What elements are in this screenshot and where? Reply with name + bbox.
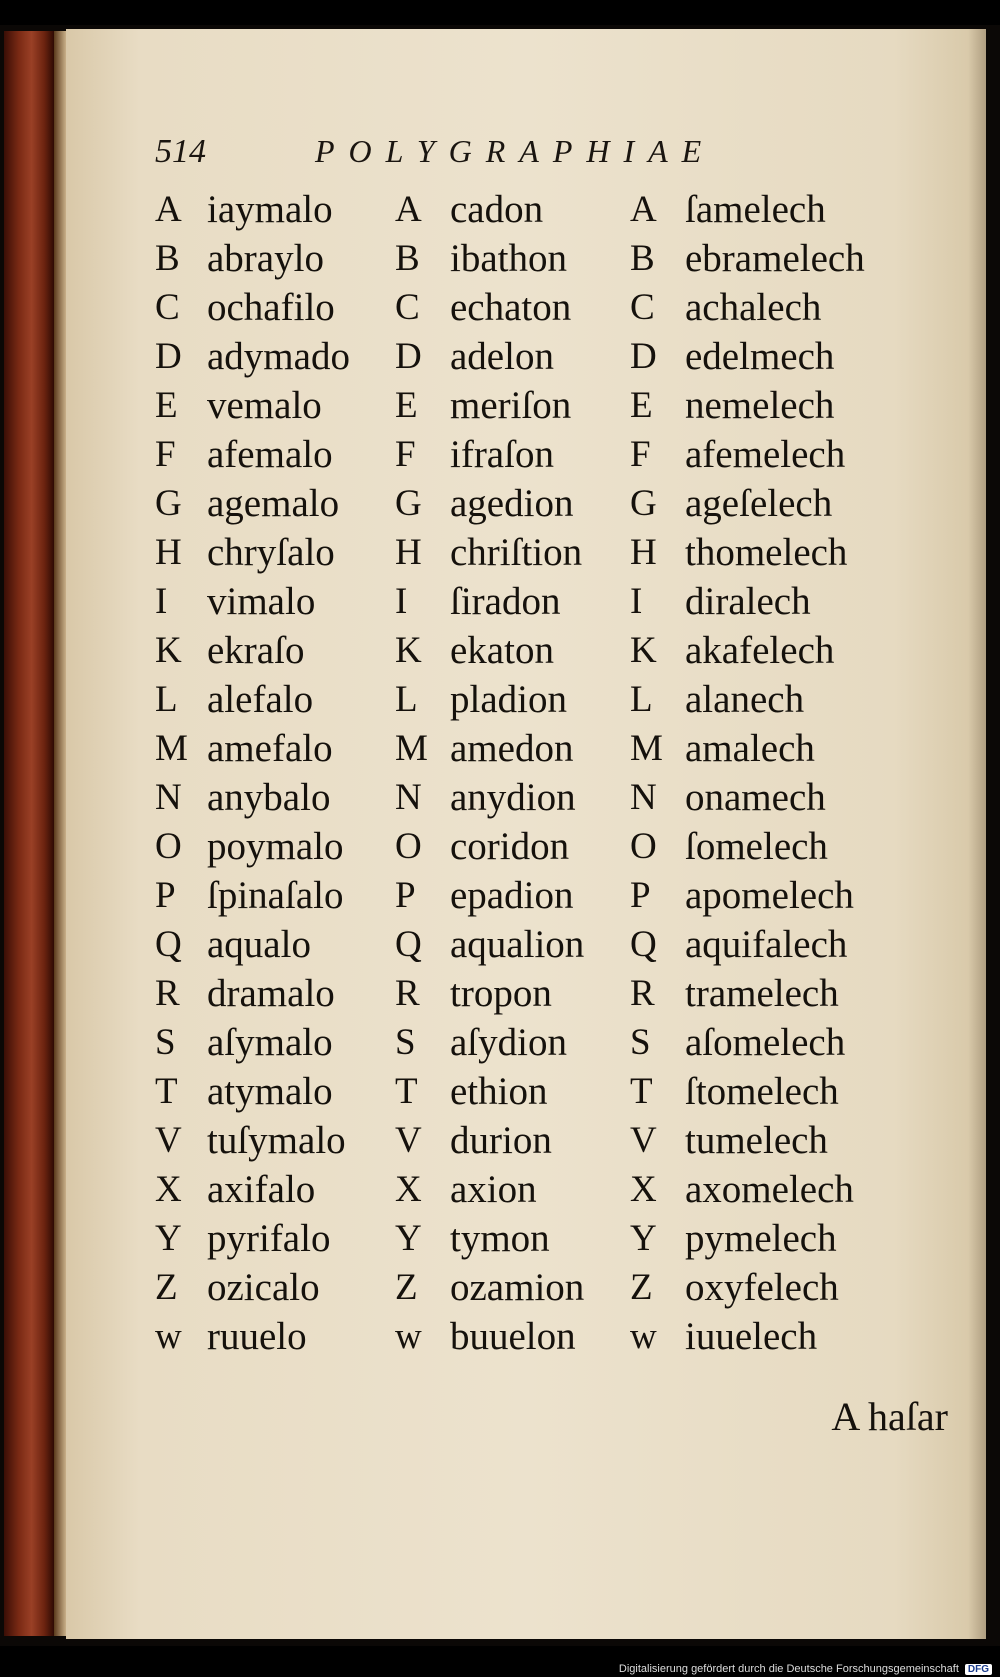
row-word-col2: agedion: [450, 482, 574, 525]
row-letter-col1: I: [155, 581, 168, 622]
row-word-col3: ſomelech: [685, 825, 828, 868]
row-letter-col3: G: [630, 483, 657, 524]
row-word-col3: achalech: [685, 286, 822, 329]
cipher-row: [155, 920, 915, 969]
row-letter-col3: M: [630, 728, 663, 769]
row-word-col2: ekaton: [450, 629, 554, 672]
cipher-row: [155, 724, 915, 773]
row-word-col1: amefalo: [207, 727, 333, 770]
row-letter-col3: R: [630, 973, 655, 1014]
row-letter-col2: B: [395, 238, 420, 279]
cipher-row: [155, 185, 915, 234]
row-word-col2: ibathon: [450, 237, 567, 280]
row-word-col3: ſtomelech: [685, 1070, 839, 1113]
row-letter-col1: N: [155, 777, 182, 818]
row-letter-col2: T: [395, 1071, 418, 1112]
cipher-row: [155, 479, 915, 528]
cipher-row: [155, 528, 915, 577]
row-letter-col3: D: [630, 336, 657, 377]
row-letter-col3: C: [630, 287, 655, 328]
row-letter-col3: E: [630, 385, 653, 426]
row-word-col2: aſydion: [450, 1021, 567, 1064]
row-word-col2: ſiradon: [450, 580, 561, 623]
row-word-col1: ſpinaſalo: [207, 874, 344, 917]
row-word-col3: axomelech: [685, 1168, 854, 1211]
row-word-col3: onamech: [685, 776, 826, 819]
row-word-col3: ſamelech: [685, 188, 826, 231]
row-letter-col1: P: [155, 875, 176, 916]
cipher-row: [155, 1214, 915, 1263]
row-letter-col1: K: [155, 630, 182, 671]
row-word-col3: pymelech: [685, 1217, 837, 1260]
scanned-page-image: [0, 25, 1000, 1646]
row-word-col1: pyrifalo: [207, 1217, 331, 1260]
row-word-col3: tramelech: [685, 972, 839, 1015]
row-word-col2: durion: [450, 1119, 552, 1162]
digitization-credit: [619, 1663, 992, 1675]
row-word-col2: tymon: [450, 1217, 550, 1260]
row-word-col2: ethion: [450, 1070, 548, 1113]
row-word-col2: ifraſon: [450, 433, 554, 476]
row-letter-col2: X: [395, 1169, 422, 1210]
row-letter-col2: A: [395, 189, 422, 230]
row-letter-col3: T: [630, 1071, 653, 1112]
row-word-col1: aſymalo: [207, 1021, 333, 1064]
cipher-row: [155, 675, 915, 724]
row-word-col1: alefalo: [207, 678, 314, 721]
row-word-col3: oxyfelech: [685, 1266, 839, 1309]
row-word-col2: buuelon: [450, 1315, 576, 1358]
row-word-col3: diralech: [685, 580, 811, 623]
page-number: 514: [155, 133, 206, 170]
row-letter-col3: A: [630, 189, 657, 230]
row-word-col3: thomelech: [685, 531, 848, 574]
row-letter-col2: G: [395, 483, 422, 524]
row-letter-col2: P: [395, 875, 416, 916]
row-letter-col2: Z: [395, 1267, 418, 1308]
cipher-row: [155, 1018, 915, 1067]
row-word-col2: ozamion: [450, 1266, 585, 1309]
row-letter-col3: L: [630, 679, 653, 720]
row-letter-col3: N: [630, 777, 657, 818]
row-word-col1: vimalo: [207, 580, 316, 623]
row-word-col3: afemelech: [685, 433, 846, 476]
row-letter-col3: P: [630, 875, 651, 916]
cipher-row: [155, 626, 915, 675]
row-word-col2: epadion: [450, 874, 574, 917]
row-letter-col1: Z: [155, 1267, 178, 1308]
row-letter-col2: R: [395, 973, 420, 1014]
page-edge-shadow: [968, 29, 986, 1639]
row-letter-col2: V: [395, 1120, 422, 1161]
page-header: [155, 125, 915, 185]
row-word-col2: amedon: [450, 727, 574, 770]
row-word-col1: ruuelo: [207, 1315, 307, 1358]
row-letter-col3: K: [630, 630, 657, 671]
row-letter-col1: E: [155, 385, 178, 426]
row-word-col1: vemalo: [207, 384, 322, 427]
row-word-col3: ageſelech: [685, 482, 833, 525]
cipher-row: [155, 234, 915, 283]
row-letter-col3: X: [630, 1169, 657, 1210]
row-letter-col3: Y: [630, 1218, 657, 1259]
row-letter-col2: H: [395, 532, 422, 573]
row-word-col3: aſomelech: [685, 1021, 846, 1064]
row-word-col3: ebramelech: [685, 237, 865, 280]
row-word-col3: aquifalech: [685, 923, 848, 966]
row-letter-col1: w: [155, 1316, 182, 1357]
row-letter-col1: Q: [155, 924, 182, 965]
cipher-table: [155, 185, 915, 1361]
row-word-col1: anybalo: [207, 776, 331, 819]
row-letter-col2: F: [395, 434, 416, 475]
row-letter-col1: G: [155, 483, 182, 524]
cipher-row: [155, 430, 915, 479]
row-word-col3: alanech: [685, 678, 805, 721]
row-letter-col3: S: [630, 1022, 651, 1063]
row-word-col3: apomelech: [685, 874, 854, 917]
row-word-col1: adymado: [207, 335, 350, 378]
row-letter-col2: N: [395, 777, 422, 818]
row-letter-col1: Y: [155, 1218, 182, 1259]
cipher-row: [155, 871, 915, 920]
cipher-row: [155, 1263, 915, 1312]
row-letter-col3: B: [630, 238, 655, 279]
row-word-col1: aqualo: [207, 923, 311, 966]
row-letter-col2: D: [395, 336, 422, 377]
row-word-col1: axifalo: [207, 1168, 316, 1211]
row-letter-col3: F: [630, 434, 651, 475]
row-letter-col1: C: [155, 287, 180, 328]
catchword: A haſar: [831, 1394, 948, 1439]
dfg-logo: DFG: [965, 1664, 992, 1675]
row-letter-col2: Q: [395, 924, 422, 965]
cipher-row: [155, 283, 915, 332]
row-word-col1: chryſalo: [207, 531, 335, 574]
row-word-col2: coridon: [450, 825, 570, 868]
row-word-col1: agemalo: [207, 482, 340, 525]
row-word-col2: meriſon: [450, 384, 572, 427]
row-letter-col1: D: [155, 336, 182, 377]
row-word-col2: pladion: [450, 678, 567, 721]
row-letter-col3: V: [630, 1120, 657, 1161]
row-letter-col3: Q: [630, 924, 657, 965]
credit-text: Digitalisierung gefördert durch die Deutsche Forschungsgemeinschaft: [618, 1663, 959, 1675]
row-word-col1: ozicalo: [207, 1266, 320, 1309]
row-letter-col1: S: [155, 1022, 176, 1063]
cipher-row: [155, 1165, 915, 1214]
row-letter-col1: T: [155, 1071, 178, 1112]
row-word-col1: poymalo: [207, 825, 344, 868]
row-letter-col2: C: [395, 287, 420, 328]
book-spine: [4, 31, 54, 1636]
row-letter-col2: E: [395, 385, 418, 426]
row-word-col1: atymalo: [207, 1070, 333, 1113]
row-letter-col1: O: [155, 826, 182, 867]
row-letter-col2: Y: [395, 1218, 422, 1259]
row-letter-col1: H: [155, 532, 182, 573]
row-word-col3: iuuelech: [685, 1315, 818, 1358]
row-letter-col3: w: [630, 1316, 657, 1357]
cipher-row: [155, 577, 915, 626]
row-word-col2: anydion: [450, 776, 576, 819]
row-letter-col2: M: [395, 728, 428, 769]
cipher-row: [155, 381, 915, 430]
row-word-col2: tropon: [450, 972, 552, 1015]
page-gutter: [54, 31, 66, 1636]
row-letter-col3: Z: [630, 1267, 653, 1308]
row-word-col3: nemelech: [685, 384, 835, 427]
row-letter-col2: L: [395, 679, 418, 720]
row-word-col2: echaton: [450, 286, 572, 329]
row-word-col1: ekraſo: [207, 629, 305, 672]
row-word-col2: aqualion: [450, 923, 585, 966]
row-letter-col1: F: [155, 434, 176, 475]
row-letter-col2: S: [395, 1022, 416, 1063]
row-letter-col1: M: [155, 728, 188, 769]
row-word-col1: afemalo: [207, 433, 333, 476]
row-word-col2: axion: [450, 1168, 537, 1211]
row-letter-col3: I: [630, 581, 643, 622]
row-word-col3: tumelech: [685, 1119, 828, 1162]
row-word-col2: cadon: [450, 188, 544, 231]
row-letter-col2: K: [395, 630, 422, 671]
row-letter-col1: A: [155, 189, 182, 230]
row-letter-col1: R: [155, 973, 180, 1014]
row-letter-col1: L: [155, 679, 178, 720]
row-word-col3: akafelech: [685, 629, 835, 672]
cipher-row: [155, 773, 915, 822]
row-word-col1: ochafilo: [207, 286, 335, 329]
cipher-row: [155, 969, 915, 1018]
row-word-col1: abraylo: [207, 237, 324, 280]
row-letter-col1: V: [155, 1120, 182, 1161]
cipher-row: [155, 822, 915, 871]
row-letter-col1: X: [155, 1169, 182, 1210]
cipher-row: [155, 332, 915, 381]
cipher-row: [155, 1116, 915, 1165]
cipher-row: [155, 1312, 915, 1361]
row-word-col1: tuſymalo: [207, 1119, 346, 1162]
row-letter-col2: I: [395, 581, 408, 622]
row-letter-col2: O: [395, 826, 422, 867]
row-word-col1: iaymalo: [207, 188, 333, 231]
row-word-col2: adelon: [450, 335, 554, 378]
row-word-col1: dramalo: [207, 972, 335, 1015]
running-title: POLYGRAPHIAE: [315, 133, 716, 169]
row-letter-col3: H: [630, 532, 657, 573]
row-word-col3: edelmech: [685, 335, 835, 378]
row-letter-col2: w: [395, 1316, 422, 1357]
row-word-col3: amalech: [685, 727, 815, 770]
row-letter-col1: B: [155, 238, 180, 279]
cipher-row: [155, 1067, 915, 1116]
row-word-col2: chriſtion: [450, 531, 583, 574]
row-letter-col3: O: [630, 826, 657, 867]
